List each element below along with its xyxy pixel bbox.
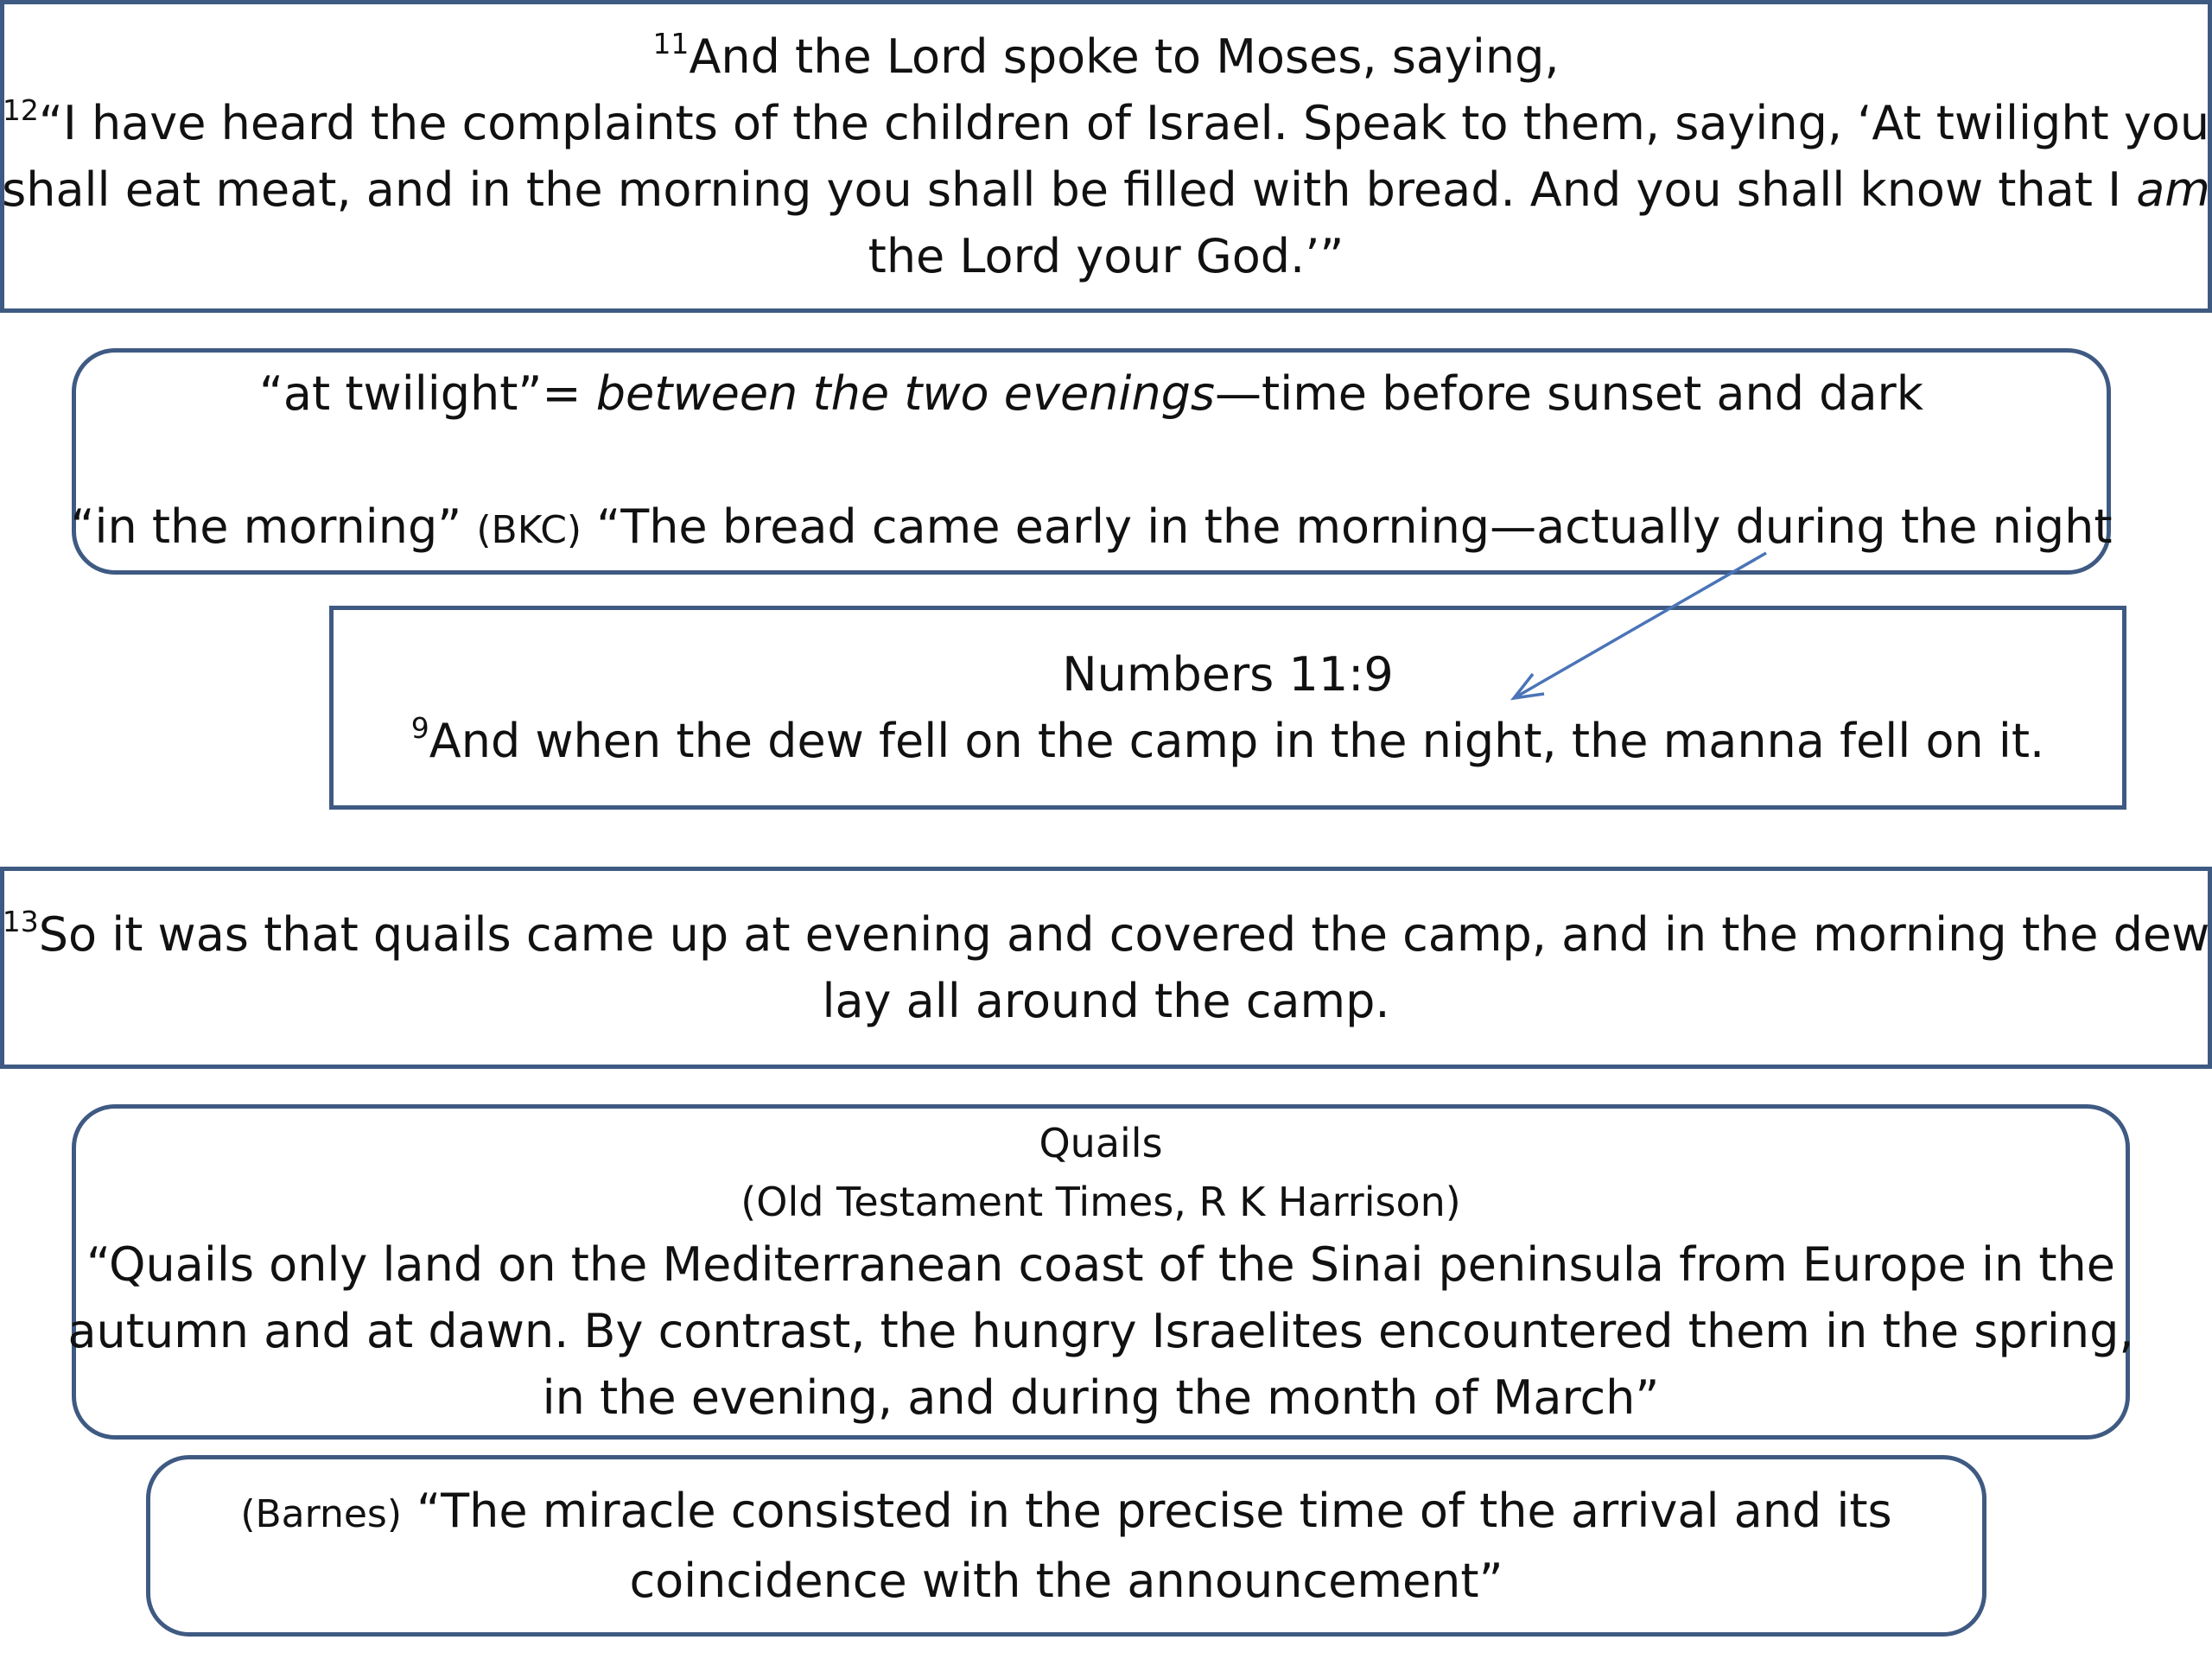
verse-12-emphasis: am (2136, 162, 2210, 217)
verse-11-12-box (0, 0, 2212, 313)
barnes-quote-1: “The miracle consisted in the precise time of the arrival and its (402, 1484, 1892, 1538)
quails-quote-line-3: in the evening, and during the month of March” (542, 1370, 1660, 1425)
quails-quote-line-1: “Quails only land on the Mediterranean coast of the Sinai peninsula from Europe in the (86, 1236, 2116, 1292)
verse-number-13: 13 (2, 905, 39, 938)
barnes-line-1 (240, 1478, 1891, 1548)
numbers-11-9-box (329, 606, 2126, 810)
numbers-verse-line (411, 708, 2044, 774)
numbers-verse-text: And when the dew fell on the camp in the night, the manna fell on it. (429, 714, 2045, 768)
quails-source: (Old Testament Times, R K Harrison) (741, 1178, 1461, 1225)
verse-13-box (0, 867, 2212, 1069)
verse-number-9: 9 (410, 711, 429, 745)
verse-12-line-3: the Lord your God.’” (868, 229, 1344, 283)
verse-12-text-2: shall eat meat, and in the morning you shall be filled with bread. And you shall know that I (2, 162, 2137, 217)
barnes-note-box (146, 1455, 1986, 1637)
verse-number-12: 12 (2, 93, 39, 127)
twilight-note-box (72, 348, 2111, 575)
quails-title: Quails (1039, 1119, 1163, 1166)
morning-term: “in the morning” (70, 499, 477, 554)
barnes-source: (Barnes) (240, 1492, 402, 1536)
numbers-reference-title: Numbers 11:9 (1062, 647, 1394, 702)
quails-note-box (67, 1104, 2134, 1440)
verse-number-11: 11 (652, 27, 690, 60)
quails-quote-line-2: autumn and at dawn. By contrast, the hungry Israelites encountered them in the spring, (67, 1303, 2134, 1358)
barnes-line-2: coincidence with the announcement” (629, 1554, 1503, 1608)
verse-11-line (652, 23, 1559, 90)
morning-quote: “The bread came early in the morning—actually during the night (582, 499, 2113, 554)
twilight-emphasis: between the two evenings (595, 365, 1216, 421)
verse-13-line-2: lay all around the camp. (822, 974, 1390, 1028)
twilight-explanation: —time before sunset and dark (1215, 365, 1924, 421)
verse-13-line-1 (3, 901, 2210, 968)
twilight-term: “at twilight”= (258, 365, 596, 421)
morning-note-line (70, 493, 2112, 563)
verse-13-text-1: So it was that quails came up at evening and covered the camp, and in the morning the dew (38, 907, 2210, 962)
verse-11-text: And the Lord spoke to Moses, saying, (689, 29, 1560, 84)
bkc-source: (BKC) (476, 507, 582, 552)
verse-12-line-2 (2, 156, 2210, 223)
verse-12-line-1 (3, 90, 2209, 156)
verse-12-text-1: “I have heard the complaints of the children of Israel. Speak to them, saying, ‘At twilight you (38, 96, 2210, 150)
twilight-definition-line (259, 360, 1923, 427)
